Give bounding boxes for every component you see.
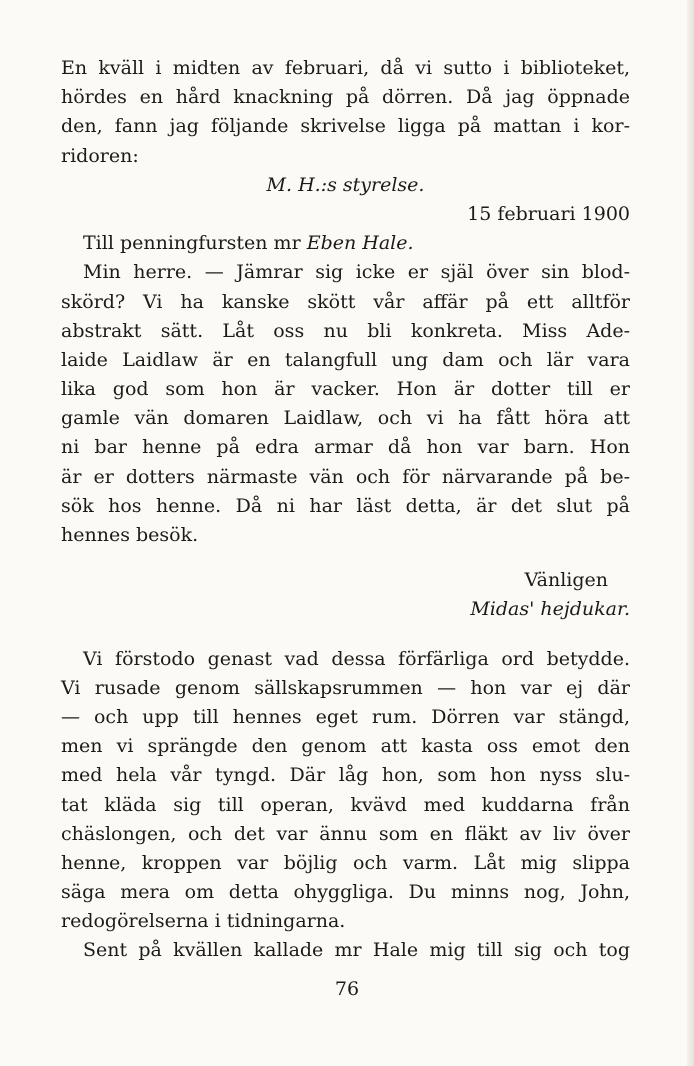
text-line: henne, kroppen var böjlig och varm. Låt mig slippa: [61, 851, 630, 874]
letter-line: skörd? Vi ha kanske skött vår affär på ett alltför: [61, 290, 630, 313]
letter-line: hennes besök.: [61, 524, 199, 546]
letter-line: ni bar henne på edra armar då hon var barn. Hon: [61, 436, 630, 459]
letter-line: sök hos henne. Då ni har läst detta, är det slut på: [61, 494, 630, 517]
text-line: Vi rusade genom sällskapsrummen — hon var ej där: [61, 676, 630, 699]
text-line: säga mera om detta ohyggliga. Du minns nog, John,: [61, 881, 630, 904]
letter-heading: M. H.:s styrelse.: [266, 173, 425, 196]
text-line: den, fann jag följande skrivelse ligga på mattan i kor-: [61, 115, 630, 138]
text-line: Sent på kvällen kallade mr Hale mig till sig och tog: [83, 939, 630, 962]
letter-date: 15 februari 1900: [467, 202, 630, 225]
text-line: — och upp till hennes eget rum. Dörren var stängd,: [61, 705, 630, 728]
book-page: [61, 54, 630, 966]
text-line: ridoren:: [61, 144, 139, 167]
letter-addressee: [61, 229, 630, 258]
text-line: men vi sprängde den genom att kasta oss emot den: [61, 735, 630, 758]
text-line: tat kläda sig till operan, kvävd med kuddarna från: [61, 793, 630, 816]
letter-signature: Midas' hejdukar.: [470, 598, 630, 621]
letter-line: laide Laidlaw är en talangfull ung dam och lär vara: [61, 348, 630, 371]
text-line: chäslongen, och det var ännu som en fläkt av liv över: [61, 822, 630, 845]
text-line: med hela vår tyngd. Där låg hon, som hon nyss slu-: [61, 764, 630, 787]
letter-line: gamle vän domaren Laidlaw, och vi ha fått höra att: [61, 407, 630, 430]
letter: [61, 171, 630, 625]
letter-line: lika god som hon är vacker. Hon är dotter till er: [61, 378, 630, 401]
paragraph-3: [61, 936, 630, 965]
letter-line: abstrakt sätt. Låt oss nu bli konkreta. Miss Ade-: [61, 319, 630, 342]
letter-line: är er dotters närmaste vän och för närvarande på be-: [61, 465, 630, 488]
addressee-name: Eben Hale.: [306, 232, 414, 255]
page-edge-shadow: [687, 0, 694, 1066]
text-line: Vi förstodo genast vad dessa förfärliga ord betydde.: [83, 647, 630, 670]
text-line: hördes en hård knackning på dörren. Då jag öppnade: [61, 86, 630, 109]
text-line: redogörelserna i tidningarna.: [61, 910, 346, 933]
text-line: En kväll i midten av februari, då vi sutto i biblioteket,: [61, 57, 630, 79]
addressee-prefix: Till penningfursten mr: [83, 232, 301, 255]
paragraph-2: [61, 645, 630, 937]
page-number: 76: [334, 978, 360, 1000]
paragraph-1: [61, 54, 630, 171]
letter-closing: Vänligen: [524, 569, 608, 592]
letter-line: Min herre. — Jämrar sig icke er själ över sin blod-: [83, 261, 630, 284]
